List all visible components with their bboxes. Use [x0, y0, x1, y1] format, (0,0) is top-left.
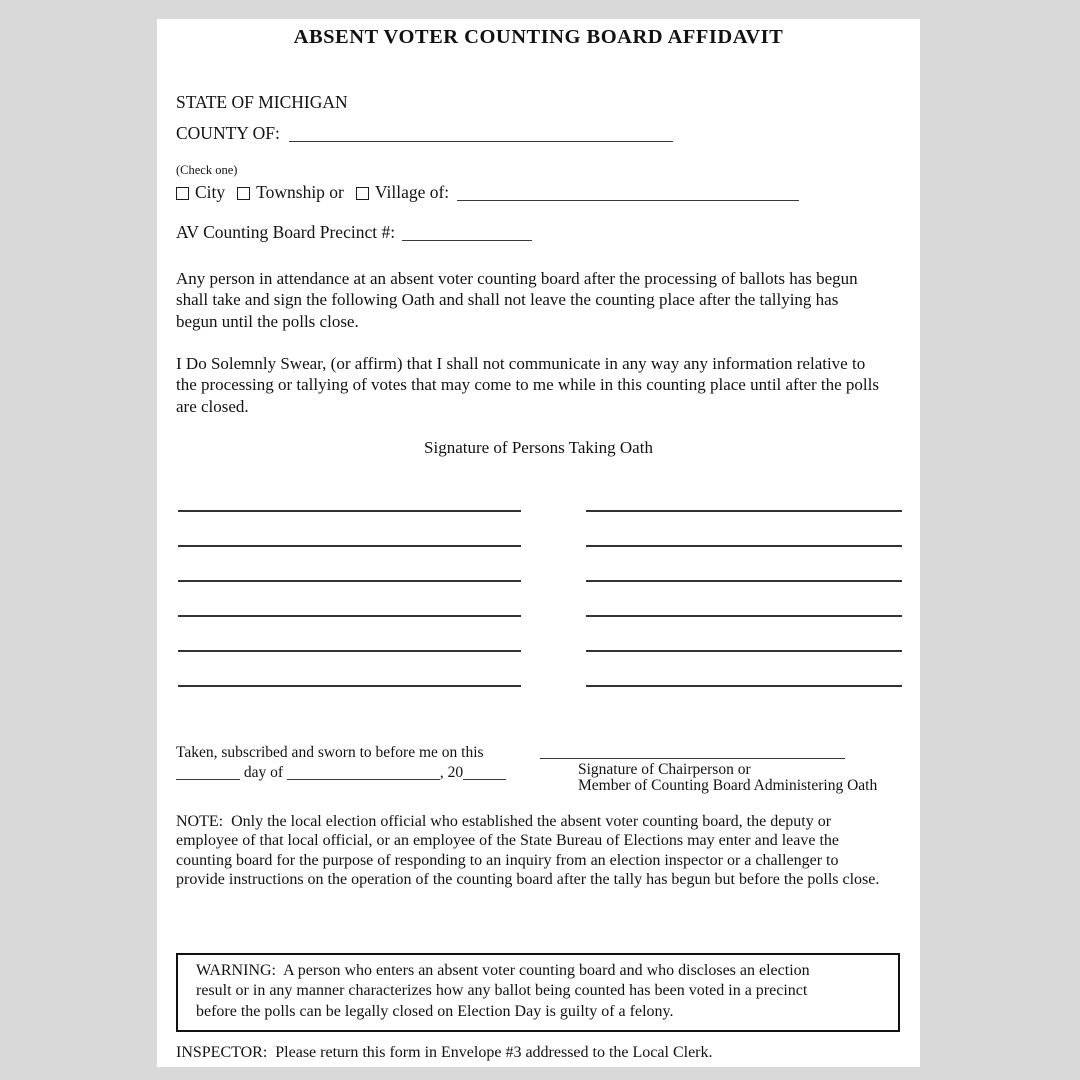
sworn-statement-block	[176, 743, 506, 782]
year-prefix-label: , 20	[439, 764, 464, 781]
check-one-instruction: (Check one)	[176, 163, 238, 177]
jurisdiction-checkbox-row	[176, 182, 799, 203]
note-paragraph: NOTE: Only the local election official who established the absent voter counting board, the deputy or employee of that local official, or an employee of the State Bureau of Elections may enter and leave the counting board for the purpose of responding to an inquiry from an election inspector or a challenger to provide instructions on the operation of the counting board after the tally has begun but before the polls close.	[176, 813, 880, 888]
village-checkbox[interactable]	[356, 187, 369, 200]
officer-caption-line2: Member of Counting Board Administering Oath	[578, 777, 878, 794]
precinct-label: AV Counting Board Precinct #:	[176, 222, 396, 242]
state-of-michigan-line: STATE OF MICHIGAN	[176, 92, 348, 112]
signature-line[interactable]	[178, 615, 521, 617]
signature-line[interactable]	[586, 545, 902, 547]
document-title: ABSENT VOTER COUNTING BOARD AFFIDAVIT	[293, 26, 784, 48]
township-checkbox[interactable]	[237, 187, 250, 200]
document-page	[157, 19, 920, 1067]
signature-line[interactable]	[586, 615, 902, 617]
signatures-heading: Signature of Persons Taking Oath	[424, 438, 653, 457]
village-name-field-line[interactable]	[457, 199, 799, 201]
precinct-number-field-line[interactable]	[402, 239, 532, 241]
signature-line[interactable]	[586, 650, 902, 652]
signature-line[interactable]	[178, 685, 521, 687]
village-checkbox-label: Village of:	[374, 182, 450, 202]
month-field-line[interactable]	[287, 778, 440, 780]
city-checkbox[interactable]	[176, 187, 189, 200]
signature-line[interactable]	[178, 545, 521, 547]
day-of-label: day of	[243, 764, 284, 781]
inspector-note: INSPECTOR: Please return this form in Envelope #3 addressed to the Local Clerk.	[176, 1044, 713, 1061]
oath-intro-paragraph: Any person in attendance at an absent voter counting board after the processing of ballots has begun shall take and sign the following Oath and shall not leave the counting place after the tallying has begun until the polls close.	[176, 269, 858, 331]
warning-text: WARNING: A person who enters an absent voter counting board and who discloses an election result or in any manner characterizes how any ballot being counted has been voted in a precinct before the polls can be legally closed on Election Day is guilty of a felony.	[196, 962, 814, 1020]
county-of-label: COUNTY OF:	[176, 123, 280, 143]
county-field-line[interactable]	[289, 140, 673, 142]
officer-caption-line1: Signature of Chairperson or	[578, 761, 751, 778]
signature-line[interactable]	[178, 580, 521, 582]
signature-line[interactable]	[586, 510, 902, 512]
sworn-statement-line: Taken, subscribed and sworn to before me on this	[176, 744, 484, 761]
warning-box	[176, 953, 900, 1032]
day-field-line[interactable]	[176, 778, 240, 780]
city-checkbox-label: City	[195, 182, 226, 202]
oath-text-paragraph: I Do Solemnly Swear, (or affirm) that I shall not communicate in any way any information relative to the processing or tallying of votes that may come to me while in this counting place until after the polls are closed.	[176, 354, 879, 416]
signature-line[interactable]	[178, 510, 521, 512]
signature-line[interactable]	[178, 650, 521, 652]
signature-line[interactable]	[586, 580, 902, 582]
township-checkbox-label: Township or	[256, 182, 344, 202]
year-field-line[interactable]	[463, 778, 506, 780]
signature-line[interactable]	[586, 685, 902, 687]
chairperson-signature-line[interactable]	[540, 758, 845, 759]
